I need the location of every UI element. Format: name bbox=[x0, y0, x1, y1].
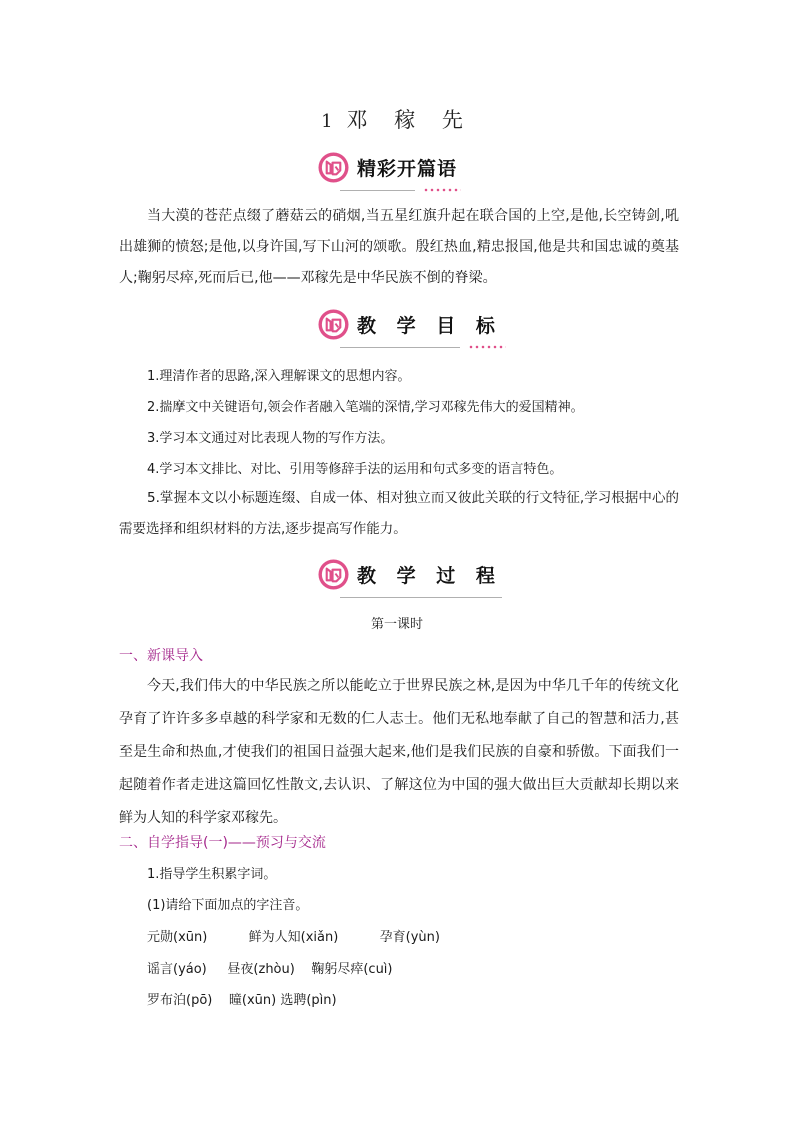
pinyin-row: 元勋(xūn) 鲜为人知(xiǎn) 孕育(yùn) bbox=[147, 930, 440, 945]
pinyin-row: 谣言(yáo) 昼夜(zhòu) 鞠躬尽瘁(cuì) bbox=[147, 962, 393, 977]
part1-heading: 一、新课导入 bbox=[119, 648, 203, 664]
goal-item: 5.掌握本文以小标题连缀、自成一体、相对独立而又彼此关联的行文特征,学习根据中心的需要选择和组织材料的方法,逐步提高写作能力。 bbox=[119, 490, 679, 537]
lesson-name: 邓 稼 先 bbox=[346, 108, 473, 132]
part2-substep: (1)请给下面加点的字注音。 bbox=[147, 898, 309, 913]
lesson-number: 1 bbox=[321, 111, 333, 132]
goals-section-badge bbox=[318, 306, 502, 342]
intro-badge-label: 精彩开篇语 bbox=[357, 157, 458, 180]
lesson-period-label: 第一课时 bbox=[370, 617, 423, 632]
book-person-icon bbox=[318, 309, 349, 340]
goal-item: 1.理清作者的思路,深入理解课文的思想内容。 bbox=[147, 369, 411, 384]
intro-section-badge bbox=[318, 149, 457, 185]
book-person-icon bbox=[318, 559, 349, 590]
part2-step: 1.指导学生积累字词。 bbox=[147, 867, 277, 882]
badge-underline bbox=[340, 190, 415, 192]
badge-dots bbox=[423, 188, 461, 192]
book-person-icon bbox=[318, 152, 349, 183]
goal-item: 2.揣摩文中关键语句,领会作者融入笔端的深情,学习邓稼先伟大的爱国精神。 bbox=[147, 400, 584, 415]
process-badge-label: 教 学 过 程 bbox=[357, 564, 502, 587]
badge-dots bbox=[468, 345, 506, 349]
pinyin-row: 罗布泊(pō) 曈(xūn) 选聘(pìn) bbox=[147, 993, 337, 1008]
intro-paragraph: 当大漠的苍茫点缀了蘑菇云的硝烟,当五星红旗升起在联合国的上空,是他,长空铸剑,吼出雄狮的愤怒;是他,以身许国,写下山河的颂歌。殷红热血,精忠报国,他是共和国忠诚的奠基人;鞠躬尽瘁,死而后已,他——邓稼先是中华民族不倒的脊梁。 bbox=[119, 208, 679, 286]
badge-underline bbox=[340, 347, 460, 349]
goals-badge-label: 教 学 目 标 bbox=[357, 314, 502, 337]
lesson-title bbox=[0, 104, 794, 134]
badge-underline bbox=[340, 597, 502, 599]
part1-paragraph: 今天,我们伟大的中华民族之所以能屹立于世界民族之林,是因为中华几千年的传统文化孕育了许许多多卓越的科学家和无数的仁人志士。他们无私地奉献了自己的智慧和活力,甚至是生命和热血,才使我们的祖国日益强大起来,他们是我们民族的自豪和骄傲。下面我们一起随着作者走进这篇回忆性散文,去认识、了解这位为中国的强大做出巨大贡献却长期以来鲜为人知的科学家邓稼先。 bbox=[119, 678, 679, 826]
process-section-badge bbox=[318, 556, 502, 592]
part2-heading: 二、自学指导(一)——预习与交流 bbox=[119, 835, 326, 851]
goal-item: 4.学习本文排比、对比、引用等修辞手法的运用和句式多变的语言特色。 bbox=[147, 462, 563, 477]
goal-item: 3.学习本文通过对比表现人物的写作方法。 bbox=[147, 431, 394, 446]
